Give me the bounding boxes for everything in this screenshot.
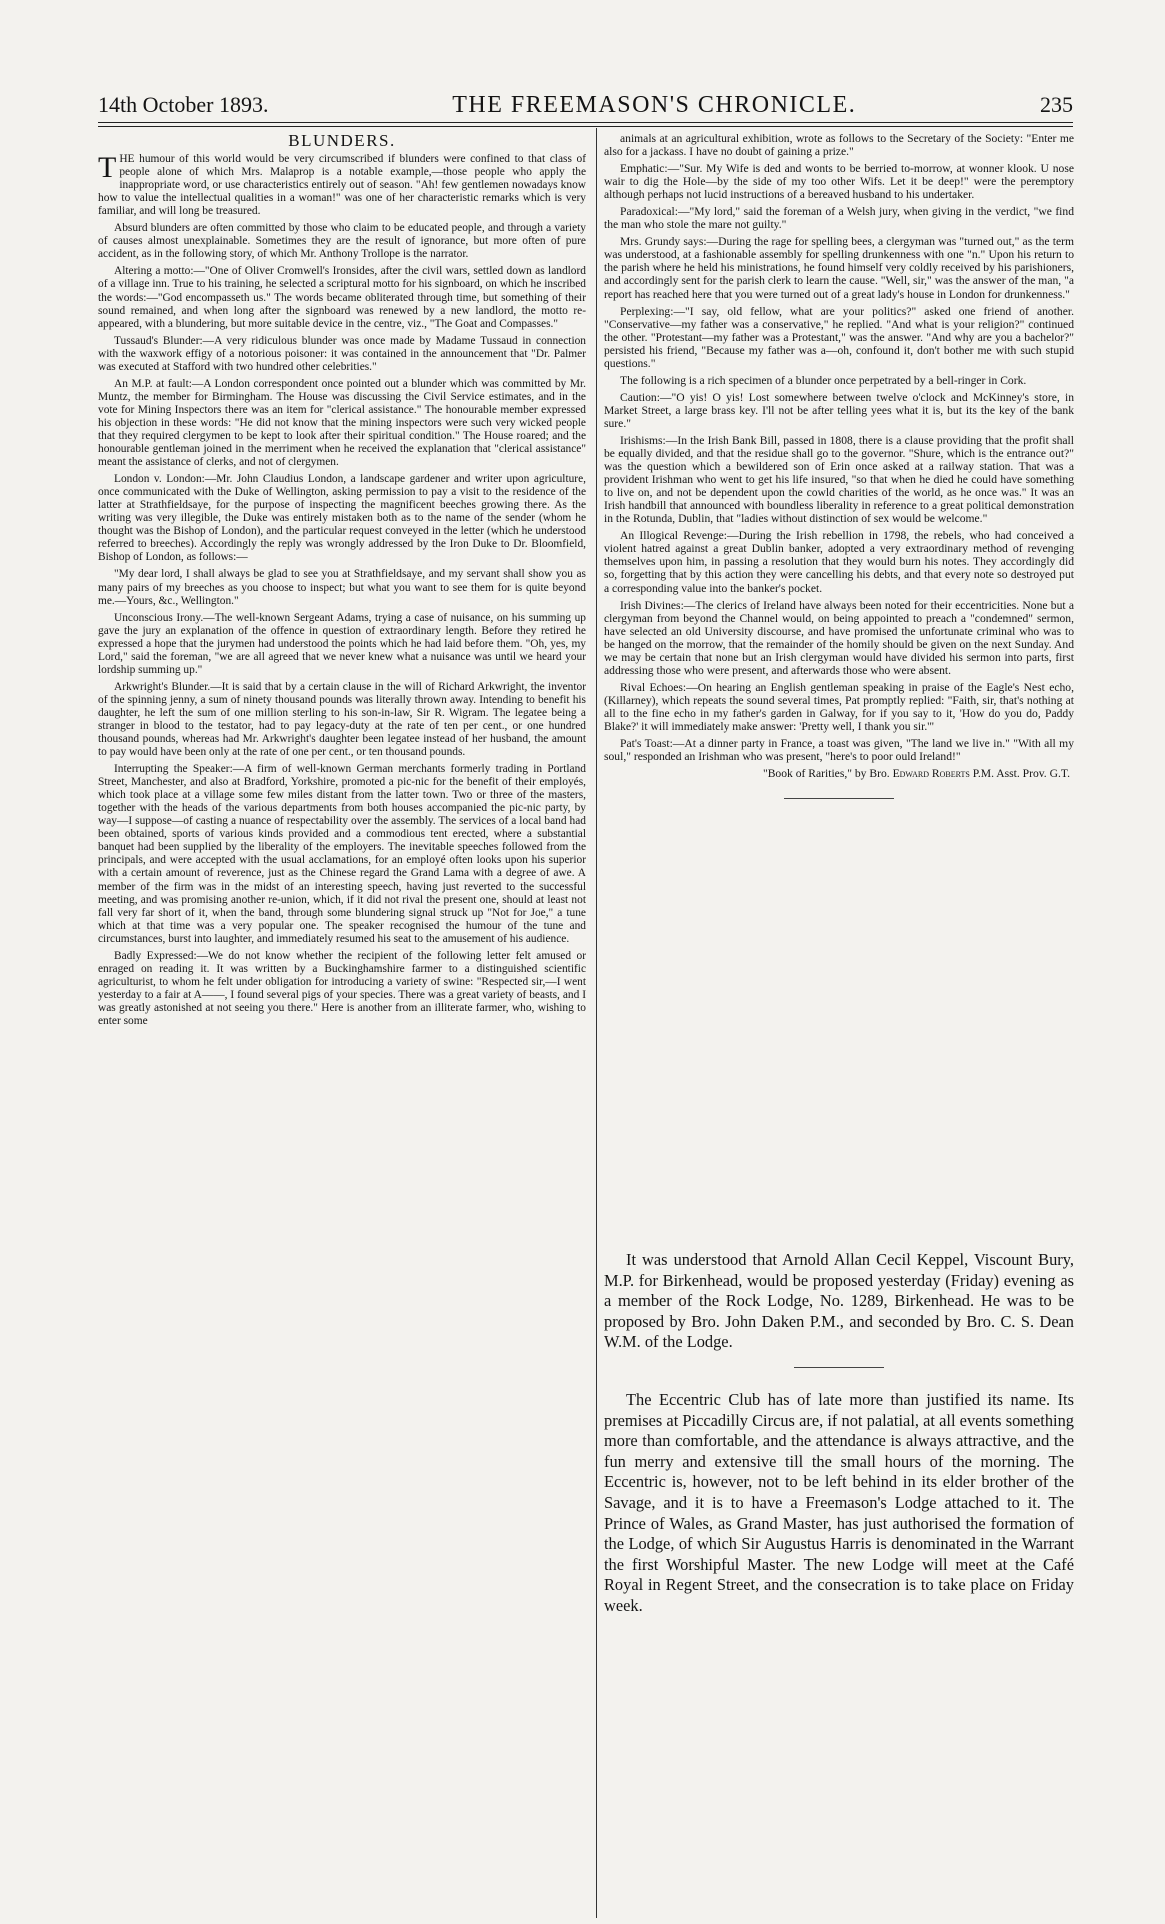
- article-paragraph: Tussaud's Blunder:—A very ridiculous blunder was once made by Madame Tussaud in connection with the waxwork effigy of a notorious poisoner: it was contained in the announcement that "Dr. Palmer was executed at Stafford with two hundred other celebrities.": [98, 334, 586, 373]
- article-paragraph: Arkwright's Blunder.—It is said that by a certain clause in the will of Richard Arkwright, the inventor of the spinning jenny, a sum of ninety thousand pounds was literally thrown away. Intending to benefit his daughter, he left the sum of one million sterling to his son-in-law, Sir R. Wigram. The legatee being a stranger in blood to the testator, had to pay legacy-duty at the rate of ten per cent., or one hundred thousand pounds, whereas had Mr. Arkwright's daughter been legatee instead of her husband, the amount to pay would have been only at the rate of one per cent., or ten thousand pounds.: [98, 680, 586, 759]
- article-paragraph: Emphatic:—"Sur. My Wife is ded and wonts to be berried to-morrow, at wonner klook. U nose wair to dig the Hole—by the side of my too other Wifs. Let it be deep!" were the peremptory although perhaps not lucid instructions of a bereaved husband to his undertaker.: [604, 162, 1074, 202]
- article-paragraph: London v. London:—Mr. John Claudius London, a landscape gardener and writer upon agriculture, once communicated with the Duke of Wellington, asking permission to pay a visit to the residence of the latter at Strathfieldsaye, for the purpose of inspecting the magnificent beeches growing there. As the writing was very illegible, the Duke was entirely mistaken both as to the name of the sender (whom he thought was the Bishop of London), and the particular request conveyed in the letter (which he understood referred to breeches). Accordingly the reply was wrongly addressed by the Iron Duke to Dr. Bloomfield, Bishop of London, as follows:—: [98, 473, 586, 564]
- left-paragraphs: [98, 222, 586, 1028]
- article-paragraph: Irishisms:—In the Irish Bank Bill, passed in 1808, there is a clause providing that the profit shall be equally divided, and that the residue shall go to the governor. "Shure, which is the entrance out?" was the question which a bewildered son of Erin once asked at a railway station. That was a provident Irishman who went to get his life insured, "so that when he died he could have something to live on, and not be dependent upon the cowld charities of the world, as he once was." It was an Irish handbill that announced with boundless liberality in reference to a great political demonstration in the Rotunda, Dublin, that "ladies without distinction of sex would be welcome.": [604, 433, 1074, 526]
- page-number: 235: [1039, 92, 1073, 117]
- article-paragraph: Irish Divines:—The clerics of Ireland have always been noted for their eccentricities. None but a clergyman from beyond the Channel would, on being appointed to preach a "condemned" sermon, have selected an old University discourse, and have promised the unfortunate criminal who was to be hanged on the morrow, that the remainder of the homily should be given on the next Sunday. And we may be certain that none but an Irish clergyman would have divided his sermon into parts, first addressing those who were present, and afterwards those who were absent.: [604, 598, 1074, 677]
- masthead-rule-bottom: [98, 126, 1073, 127]
- notice-keppel: It was understood that Arnold Allan Cecil Keppel, Viscount Bury, M.P. for Birkenhead, would be proposed yesterday (Friday) evening as a member of the Rock Lodge, No. 1289, Birkenhead. He was to be proposed by Bro. John Daken P.M., and seconded by Bro. C. S. Dean W.M. of the Lodge.: [604, 1250, 1074, 1352]
- article-paragraph: Caution:—"O yis! O yis! Lost somewhere between twelve o'clock and McKinney's store, in Market Street, a large brass key. I'll not be after telling yees what it is, but its the key of the bank sure.": [604, 390, 1074, 430]
- right-column-notices: [604, 1250, 1074, 1890]
- section-divider: [784, 798, 894, 799]
- article-paragraph: "My dear lord, I shall always be glad to see you at Strathfieldsaye, and my servant shall show you as many pairs of my breeches as you choose to inspect; but what you want to see them for is quite beyond me.—Yours, &c., Wellington.": [98, 568, 586, 607]
- drop-cap: T: [98, 151, 117, 185]
- article-paragraph: Pat's Toast:—At a dinner party in France, a toast was given, "The land we live in." "With all my soul," responded an Irishman who was present, "here's to poor ould Ireland!": [604, 737, 1074, 764]
- left-column: [98, 132, 586, 1922]
- masthead: [98, 92, 1073, 122]
- article-paragraph: animals at an agricultural exhibition, wrote as follows to the Secretary of the Society: "Enter me also for a jackass. I have no doubt of gaining a prize.": [604, 132, 1074, 159]
- signature-source: "Book of Rarities," by Bro.: [762, 767, 890, 781]
- column-divider: [596, 128, 597, 1918]
- article-paragraph: Absurd blunders are often committed by those who claim to be educated people, and through a variety of causes almost unexplainable. Sometimes they are the result of ignorance, but more often of pure accident, as in the following story, of which Mr. Anthony Trollope is the narrator.: [98, 222, 586, 261]
- notice-eccentric-club: The Eccentric Club has of late more than justified its name. Its premises at Piccadilly Circus are, if not palatial, at all events something more than comfortable, and the attendance is always attractive, and the fun merry and extensive till the small hours of the morning. The Eccentric is, however, not to be left behind in its elder brother of the Savage, and it is to have a Freemason's Lodge attached to it. The Prince of Wales, as Grand Master, has just authorised the formation of the Lodge, of which Sir Augustus Harris is denominated in the Warrant the first Worshipful Master. The new Lodge will meet at the Café Royal in Regent Street, and the consecration is to take place on Friday week.: [604, 1389, 1074, 1615]
- intro-text: HE humour of this world would be very circumscribed if blunders were confined to that class of people alone of which Mrs. Malaprop is a notable example,—those people who apply the inappropriate word, or use characteristics entirely out of season. "Ah! few gentlemen nowadays know how to value the intellectual qualities in a woman!" was one of her characteristic remarks which is very familiar, and will long be treasured.: [98, 153, 586, 218]
- signature-name: Edward Roberts: [892, 767, 970, 781]
- issue-date: 14th October 1893.: [98, 92, 269, 117]
- article-paragraph: Rival Echoes:—On hearing an English gentleman speaking in praise of the Eagle's Nest echo, (Killarney), which repeats the sound several times, Pat promptly replied: "Faith, sir, that's nothing at all to the fine echo in my father's garden in Galway, for if you say to it, 'How do you do, Paddy Blake?' it will immediately make answer: 'Pretty well, I thank you sir.'": [604, 680, 1074, 733]
- signature-title: P.M. Asst. Prov. G.T.: [972, 767, 1070, 781]
- article-paragraph: An M.P. at fault:—A London correspondent once pointed out a blunder which was committed by Mr. Muntz, the member for Birmingham. The House was discussing the Civil Service estimates, and in the vote for Mining Inspectors there was an item for "clerical assistance." The honourable member expressed his objection in these words: "He did not know that the mining inspectors were such very wicked people that they required clergymen to be kept to look after their spiritual condition." The House roared; and the honourable gentleman joined in the merriment when he received the explanation that "clerical assistance" meant the assistance of clerks, and not of clergymen.: [98, 377, 586, 469]
- article-intro: [98, 153, 586, 218]
- article-paragraph: Badly Expressed:—We do not know whether the recipient of the following letter felt amused or enraged on reading it. It was written by a Buckinghamshire farmer to a distinguished scientific agriculturist, to whom he felt under obligation for introducing a variety of swine: "Respected sir,—I went yesterday to a fair at A——, I found several pigs of your species. There was a great variety of beasts, and I was greatly astonished at not seeing you there." Here is another from an illiterate farmer, who, wishing to enter some: [98, 949, 586, 1027]
- notice-divider: [794, 1367, 884, 1368]
- article-paragraph: An Illogical Revenge:—During the Irish rebellion in 1798, the rebels, who had conceived a violent hatred against a great Dublin banker, adopted a very extraordinary method of revenging themselves upon him, in passing a resolution that they would burn his notes. They accordingly did so, forgetting that by this action they were cancelling his debts, and that every note so destroyed put a corresponding value into the banker's pocket.: [604, 529, 1074, 595]
- publication-title: THE FREEMASON'S CHRONICLE.: [452, 92, 857, 118]
- article-paragraph: Altering a motto:—"One of Oliver Cromwell's Ironsides, after the civil wars, settled down as landlord of a village inn. True to his training, he selected a scriptural motto for his signboard, on which he inscribed the words:—"God encompasseth us." The words became obliterated through time, but something of their sound remained, and when long after the signboard was renewed by a new landlord, the motto re-appeared, with a blundering, but more suitable device in the centre, viz., "The Goat and Compasses.": [98, 265, 586, 330]
- article-heading: BLUNDERS.: [288, 132, 396, 150]
- right-paragraphs: [604, 132, 1074, 763]
- article-paragraph: Mrs. Grundy says:—During the rage for spelling bees, a clergyman was "turned out," as the term was understood, at a fashionable assembly for spelling drunkenness with one "n." Upon his return to the parish where he held his ministrations, he found himself very coldly received by his parishioners, and accordingly sent for the parish clerk to learn the cause. "Well, sir," was the answer of the man, "a report has reached here that you were turned out of a great lady's house in London for drunkenness.": [604, 235, 1074, 301]
- article-paragraph: The following is a rich specimen of a blunder once perpetrated by a bell-ringer in Cork.: [620, 373, 1027, 387]
- article-paragraph: Paradoxical:—"My lord," said the foreman of a Welsh jury, when giving in the verdict, "we find the man who stole the mare not guilty.": [604, 205, 1074, 232]
- article-paragraph: Interrupting the Speaker:—A firm of well-known German merchants formerly trading in Portland Street, Manchester, and also at Bradford, Yorkshire, promoted a pic-nic for the benefit of their employés, which took place at a village some few miles distant from the latter town. Two or three of the masters, together with the heads of the various departments from both houses accompanied the pic-nic party, by way—I suppose—of casting a nuance of respectability over the assembly. The services of a local band had been obtained, sports of various kinds provided and a commodious tent erected, where a substantial banquet had been supplied by the liberality of the employers. The inevitable speeches followed from the principals, and were accepted with the usual acclamations, for an employé often looks upon his superior with a certain amount of reverence, just as the Chinese regard the Grand Lama with a degree of awe. A member of the firm was in the midst of an interesting speech, having just reverted to the successful meeting, and was promising another re-union, which, if it did not rival the present one, should at least not fall very far short of it, when the band, through some blundering signal struck up "Not for Joe," a tune which at that time was a very popular one. The speaker recognised the humour of the tune and circumstances, burst into laughter, and immediately resumed his seat to the amusement of his audience.: [98, 763, 586, 945]
- article-paragraph: Perplexing:—"I say, old fellow, what are your politics?" asked one friend of another. "Conservative—my father was a conservative," he replied. "And what is your religion?" continued the other. "Protestant—my father was a Protestant," was the answer. "And why are you a bachelor?" persisted his friend, "Because my father was a—oh, confound it, don't bother me with such stupid questions.": [604, 304, 1074, 370]
- masthead-rule-top: [98, 122, 1073, 123]
- article-signature: [604, 767, 1070, 780]
- right-column-article: [604, 132, 1074, 1177]
- article-paragraph: Unconscious Irony.—The well-known Sergeant Adams, trying a case of nuisance, on his summing up gave the jury an explanation of the offence in question of extraordinary length. Before they retired he expressed a hope that the jurymen had understood the points which he had laid before them. "Oh, yes, my Lord," said the foreman, "we are all agreed that we never knew what a nuisance was until we heard your lordship summing up.": [98, 611, 586, 676]
